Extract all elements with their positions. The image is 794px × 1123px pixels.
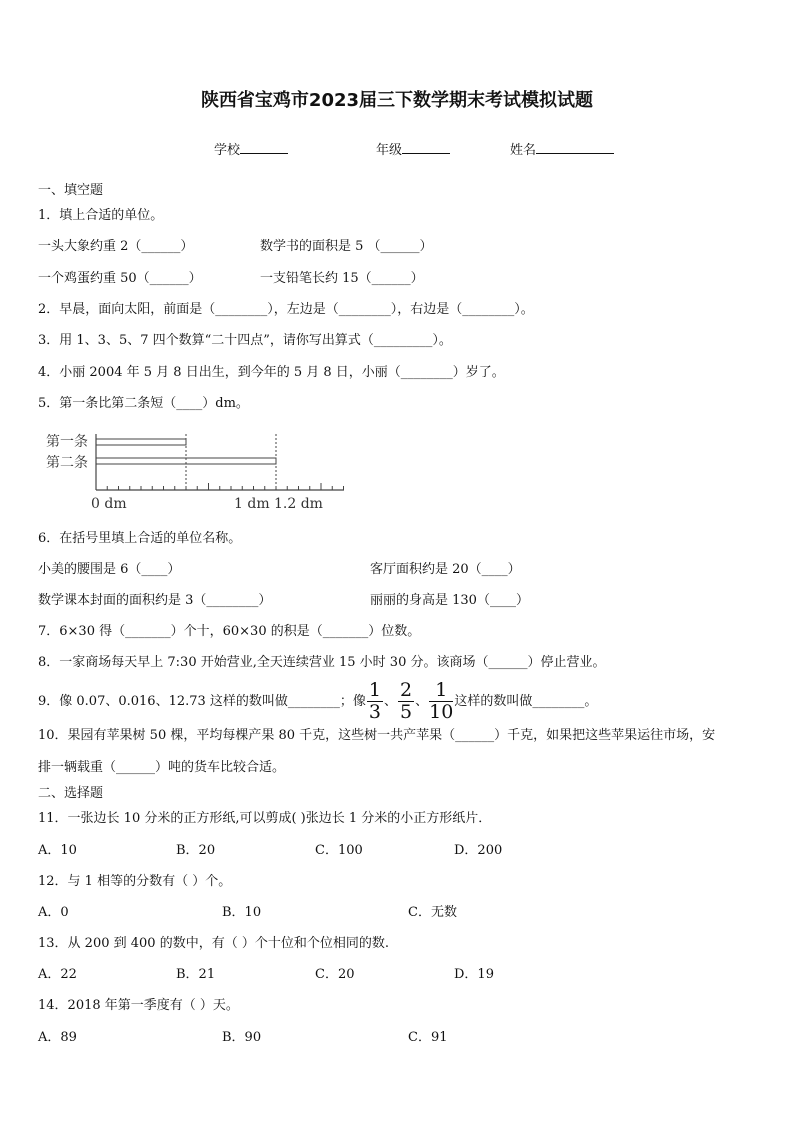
question-14-stem: 14．2018 年第一季度有（ ）天。 <box>38 998 239 1013</box>
question-1-stem: 1．填上合适的单位。 <box>38 208 164 223</box>
question-12-option-c[interactable]: C．无数 <box>408 905 457 920</box>
question-13-stem: 13．从 200 到 400 的数中，有（ ）个十位和个位相同的数. <box>38 936 389 951</box>
question-11-option-a[interactable]: A．10 <box>38 843 77 858</box>
question-11-option-b[interactable]: B．20 <box>176 843 216 858</box>
question-4: 4．小丽 2004 年 5 月 8 日出生，到今年的 5 月 8 日，小丽（________）岁了。 <box>38 365 505 380</box>
question-2: 2．早晨，面向太阳，前面是（________），左边是（________），右边是（________）。 <box>38 302 534 317</box>
question-1-b: 数学书的面积是 5 （______） <box>260 239 433 254</box>
question-10-line2: 排一辆载重（______）吨的货车比较合适。 <box>38 760 286 775</box>
question-8: 8．一家商场每天早上 7:30 开始营业,全天连续营业 15 小时 30 分。该商场（______）停止营业。 <box>38 655 606 670</box>
section-heading-choice: 二、选择题 <box>38 786 104 801</box>
ruler-tick-0: 0 dm <box>91 496 127 512</box>
name-field[interactable] <box>510 141 614 159</box>
question-3: 3．用 1、3、5、7 四个数算“二十四点”，请你写出算式（_________）。 <box>38 333 452 348</box>
school-label: 学校 <box>214 143 241 158</box>
fraction-1-10: $\frac{1}{10}$ <box>429 679 454 723</box>
question-13-option-b[interactable]: B．21 <box>176 967 216 982</box>
question-6-c: 数学课本封面的面积约是 3（________） <box>38 593 272 608</box>
question-1-d: 一支铅笔长约 15（______） <box>260 271 424 286</box>
question-6-stem: 6．在括号里填上合适的单位名称。 <box>38 531 242 546</box>
question-11-option-d[interactable]: D．200 <box>454 843 503 858</box>
question-9: 9．像 0.07、0.016、12.73 这样的数叫做________；像 $\frac{1}{3}$ 、 $\frac{2}{5}$ 、 $\frac{1}{10}$ 这样的数叫做________。 <box>38 679 598 723</box>
question-14-option-b[interactable]: B．90 <box>222 1030 262 1045</box>
question-1-c: 一个鸡蛋约重 50（______） <box>38 271 202 286</box>
grade-field[interactable] <box>376 141 450 159</box>
question-14-option-c[interactable]: C．91 <box>408 1030 448 1045</box>
question-9-part1: 9．像 0.07、0.016、12.73 这样的数叫做________；像 <box>38 694 366 709</box>
question-6-a: 小美的腰围是 6（____） <box>38 562 181 577</box>
ruler-figure <box>38 428 358 516</box>
question-13-option-c[interactable]: C．20 <box>315 967 355 982</box>
page-title: 陕西省宝鸡市2023届三下数学期末考试模拟试题 <box>200 90 594 111</box>
question-12-option-b[interactable]: B．10 <box>222 905 262 920</box>
line-first <box>96 439 186 445</box>
ruler-tick-1: 1 dm <box>234 496 270 512</box>
grade-label: 年级 <box>376 143 403 158</box>
question-12-stem: 12．与 1 相等的分数有（ ）个。 <box>38 874 232 889</box>
question-13-option-a[interactable]: A．22 <box>38 967 77 982</box>
question-6-d: 丽丽的身高是 130（____） <box>370 593 529 608</box>
ruler-ticks <box>96 483 344 490</box>
name-label: 姓名 <box>510 143 537 158</box>
section-heading-fill: 一、填空题 <box>38 183 104 198</box>
ruler-label-2: 第二条 <box>46 455 88 471</box>
question-11-stem: 11．一张边长 10 分米的正方形纸,可以剪成( )张边长 1 分米的小正方形纸片． <box>38 811 492 826</box>
question-5: 5．第一条比第二条短（____）dm。 <box>38 396 249 411</box>
question-14-option-a[interactable]: A．89 <box>38 1030 77 1045</box>
question-9-part2: 这样的数叫做________。 <box>454 694 598 709</box>
ruler-label-1: 第一条 <box>46 434 88 450</box>
question-13-option-d[interactable]: D．19 <box>454 967 494 982</box>
fraction-2-5: $\frac{2}{5}$ <box>400 679 413 723</box>
school-field[interactable] <box>214 141 288 159</box>
question-1-a: 一头大象约重 2（______） <box>38 239 194 254</box>
question-6-b: 客厅面积约是 20（____） <box>370 562 521 577</box>
question-11-option-c[interactable]: C．100 <box>315 843 363 858</box>
question-10-line1: 10．果园有苹果树 50 棵，平均每棵产果 80 千克，这些树一共产苹果（______）千克，如果把这些苹果运往市场，安 <box>38 728 716 743</box>
fraction-1-3: $\frac{1}{3}$ <box>368 679 382 723</box>
question-12-option-a[interactable]: A．0 <box>38 905 69 920</box>
question-7: 7．6×30 得（_______）个十，60×30 的积是（_______）位数。 <box>38 624 421 639</box>
ruler-tick-1-2: 1.2 dm <box>274 496 323 512</box>
